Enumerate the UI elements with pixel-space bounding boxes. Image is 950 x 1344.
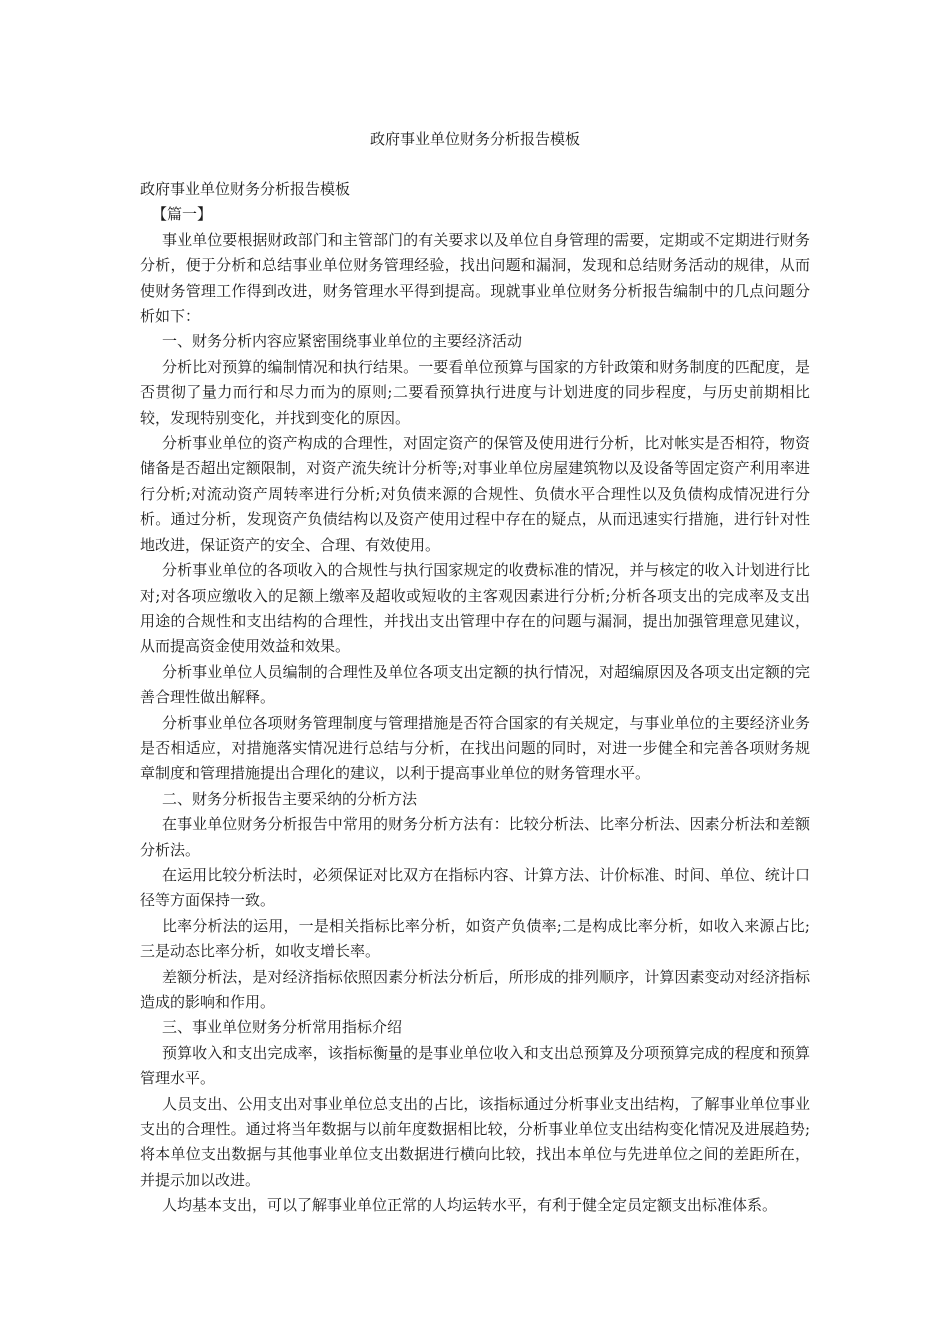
intro-paragraph: 事业单位要根据财政部门和主管部门的有关要求以及单位自身管理的需要，定期或不定期进行财务分析，便于分析和总结事业单位财务管理经验，找出问题和漏洞，发现和总结财务活动的规律，从而使财务管理工作得到改进，财务管理水平得到提高。现就事业单位财务分析报告编制中的几点问题分析如下： — [140, 230, 810, 326]
section-tag: 【篇一】 — [152, 205, 213, 224]
section-heading-3: 三、事业单位财务分析常用指标介绍 — [162, 1018, 403, 1037]
section-heading-2: 二、财务分析报告主要采纳的分析方法 — [162, 789, 418, 808]
paragraph: 分析事业单位人员编制的合理性及单位各项支出定额的执行情况，对超编原因及各项支出定额的完善合理性做出解释。 — [140, 662, 810, 707]
document-title: 政府事业单位财务分析报告模板 — [369, 130, 580, 148]
section-heading-1: 一、财务分析内容应紧密围绕事业单位的主要经济活动 — [162, 332, 523, 351]
paragraph: 分析比对预算的编制情况和执行结果。一要看单位预算与国家的方针政策和财务制度的匹配度，是否贯彻了量力而行和尽力而为的原则;二要看预算执行进度与计划进度的同步程度，与历史前期相比较，发现特别变化，并找到变化的原因。 — [140, 357, 810, 427]
document-body — [140, 177, 810, 1219]
paragraph: 差额分析法，是对经济指标依照因素分析法分析后，所形成的排列顺序，计算因素变动对经济指标造成的影响和作用。 — [140, 967, 810, 1011]
paragraph: 比率分析法的运用，一是相关指标比率分析，如资产负债率;二是构成比率分析，如收入来源占比;三是动态比率分析，如收支增长率。 — [140, 916, 810, 961]
paragraph: 人员支出、公用支出对事业单位总支出的占比，该指标通过分析事业支出结构，了解事业单位事业支出的合理性。通过将当年数据与以前年度数据相比较，分析事业单位支出结构变化情况及进展趋势;将本单位支出数据与其他事业单位支出数据进行横向比较，找出本单位与先进单位之间的差距所在，并提示加以改进。 — [140, 1094, 810, 1189]
paragraph: 分析事业单位的资产构成的合理性，对固定资产的保管及使用进行分析，比对帐实是否相符，物资储备是否超出定额限制，对资产流失统计分析等;对事业单位房屋建筑物以及设备等固定资产利用率进行分析;对流动资产周转率进行分析;对负债来源的合规性、负债水平合理性以及负债构成情况进行分析。通过分析，发现资产负债结构以及资产使用过程中存在的疑点，从而迅速实行措施，进行针对性地改进，保证资产的安全、合理、有效使用。 — [140, 434, 810, 554]
paragraph: 分析事业单位的各项收入的合规性与执行国家规定的收费标准的情况，并与核定的收入计划进行比对;对各项应缴收入的足额上缴率及超收或短收的主客观因素进行分析;分析各项支出的完成率及支出用途的合规性和支出结构的合理性，并找出支出管理中存在的问题与漏洞，提出加强管理意见建议，从而提高资金使用效益和效果。 — [140, 561, 810, 656]
document-subtitle: 政府事业单位财务分析报告模板 — [140, 180, 351, 198]
paragraph: 分析事业单位各项财务管理制度与管理措施是否符合国家的有关规定，与事业单位的主要经济业务是否相适应，对措施落实情况进行总结与分析，在找出问题的同时，对进一步健全和完善各项财务规章制度和管理措施提出合理化的建议，以利于提高事业单位的财务管理水平。 — [140, 713, 810, 783]
paragraph: 在运用比较分析法时，必须保证对比双方在指标内容、计算方法、计价标准、时间、单位、统计口径等方面保持一致。 — [140, 865, 810, 910]
paragraph: 在事业单位财务分析报告中常用的财务分析方法有：比较分析法、比率分析法、因素分析法和差额分析法。 — [140, 815, 810, 859]
paragraph: 人均基本支出，可以了解事业单位正常的人均运转水平，有利于健全定员定额支出标准体系。 — [162, 1196, 778, 1215]
paragraph: 预算收入和支出完成率，该指标衡量的是事业单位收入和支出总预算及分项预算完成的程度和预算管理水平。 — [140, 1043, 810, 1088]
